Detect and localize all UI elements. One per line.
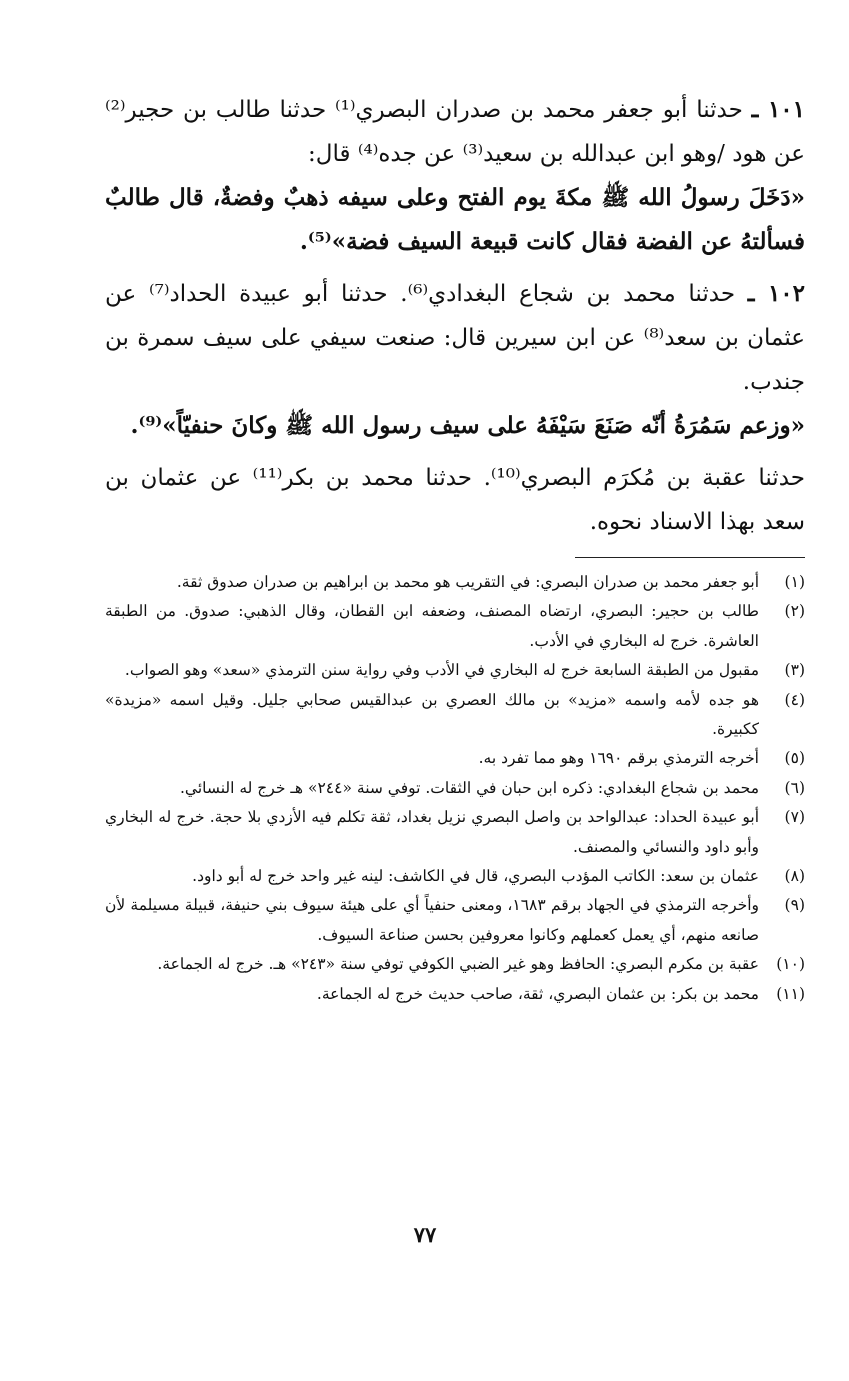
footnote-number: (٥)	[784, 749, 805, 768]
footnotes	[105, 568, 805, 1009]
footnote	[105, 980, 805, 1009]
footnote-text: طالب بن حجير: البصري، ارتضاه المصنف، وضعفه ابن القطان، وقال الذهبي: صدوق. من الطبقة العاشرة. خرج له البخاري في الأدب.	[105, 602, 759, 650]
footnote-text: وأخرجه الترمذي في الجهاد برقم ١٦٨٣، ومعنى حنفياً أي على هيئة سيوف بني حنيفة، قبيلة مسيلمة لأن صانعه منهم، أي يعمل كعملهم وكانوا معروفين بحسن صناعة السيوف.	[105, 896, 759, 944]
footnote	[105, 774, 805, 803]
footnote-text: عقبة بن مكرم البصري: الحافظ وهو غير الضبي الكوفي توفي سنة «٢٤٣» هـ. خرج له الجماعة.	[157, 955, 759, 974]
footnote-text: أبو عبيدة الحداد: عبدالواحد بن واصل البصري نزيل بغداد، ثقة تكلم فيه الأزدي بلا حجة. خرج له البخاري وأبو داود والنسائي والمصنف.	[105, 808, 759, 856]
footnote-text: عثمان بن سعد: الكاتب المؤدب البصري، قال في الكاشف: لينه غير واحد خرج له أبو داود.	[192, 867, 759, 886]
footnote-text: أبو جعفر محمد بن صدران البصري: في التقريب هو محمد بن ابراهيم بن صدران صدوق ثقة.	[176, 573, 759, 591]
footnote-number: (١١)	[776, 984, 805, 1003]
footnote-number: (٢)	[784, 602, 805, 621]
footnote-text: محمد بن بكر: بن عثمان البصري، ثقة، صاحب حديث خرج له الجماعة.	[316, 984, 759, 1003]
footnote	[105, 803, 805, 862]
footnote-number: (٩)	[784, 896, 805, 915]
hadith-101-isnad	[105, 88, 805, 176]
footnote-number: (٧)	[784, 808, 805, 827]
isnad-text: حدثنا محمد بن شجاع البغدادي⁽⁶⁾. حدثنا أبو عبيدة الحداد⁽⁷⁾ عن عثمان بن سعد⁽⁸⁾ عن ابن سيرين قال: صنعت سيفي على سيف سمرة بن جندب.	[105, 281, 805, 395]
hadith-102-matn: «وزعم سَمُرَةُ أنّه صَنَعَ سَيْفَهُ على سيف رسول الله ﷺ وكانَ حنفيّاً»⁽⁹⁾.	[130, 412, 805, 439]
footnote	[105, 656, 805, 685]
hadith-102-isnad	[105, 272, 805, 404]
footnote-number: (٨)	[784, 867, 805, 886]
footnote-text: أخرجه الترمذي برقم ١٦٩٠ وهو مما تفرد به.	[478, 749, 759, 768]
hadith-102-alternate-isnad: حدثنا عقبة بن مُكرَم البصري⁽¹⁰⁾. حدثنا محمد بن بكر⁽¹¹⁾ عن عثمان بن سعد بهذا الاسناد نحوه.	[105, 465, 805, 535]
hadith-101-matn: «دَخَلَ رسولُ الله ﷺ مكةَ يوم الفتح وعلى سيفه ذهبٌ وفضةٌ، قال طالبٌ فسألتهُ عن الفضة فقال كانت قبيعة السيف فضة»⁽⁵⁾.	[105, 184, 805, 255]
footnote	[105, 950, 805, 979]
footnote-text: مقبول من الطبقة السابعة خرج له البخاري في الأدب وفي رواية سنن الترمذي «سعد» وهو الصواب.	[124, 661, 759, 680]
page-number: ٧٧	[413, 1222, 437, 1247]
footnote	[105, 862, 805, 891]
footnote-number: (٣)	[784, 661, 805, 680]
footnote-number: (٤)	[784, 690, 805, 709]
footnote	[105, 568, 805, 597]
hadith-number: ١٠٢ ـ	[747, 280, 805, 307]
footnote-number: (٦)	[784, 778, 805, 797]
footnote-text: محمد بن شجاع البغدادي: ذكره ابن حبان في الثقات. توفي سنة «٢٤٤» هـ خرج له النسائي.	[179, 778, 759, 797]
footnote	[105, 891, 805, 950]
footnote-number: (١)	[784, 573, 805, 591]
footnote-text: هو جده لأمه واسمه «مزيد» بن مالك العصري بن عبدالقيس صحابي جليل. وقيل اسمه «مزيدة» ككبيرة.	[105, 690, 759, 739]
main-text	[105, 88, 805, 544]
isnad-text: حدثنا أبو جعفر محمد بن صدران البصري⁽¹⁾ حدثنا طالب بن حجير⁽²⁾ عن هود /وهو ابن عبدالله بن سعيد⁽³⁾ عن جده⁽⁴⁾ قال:	[105, 97, 805, 167]
hadith-number: ١٠١ ـ	[751, 96, 805, 123]
footnote-number: (١٠)	[776, 955, 805, 974]
footnote	[105, 744, 805, 773]
footnote	[105, 597, 805, 656]
footnote-separator	[575, 557, 805, 558]
footnote	[105, 686, 805, 745]
